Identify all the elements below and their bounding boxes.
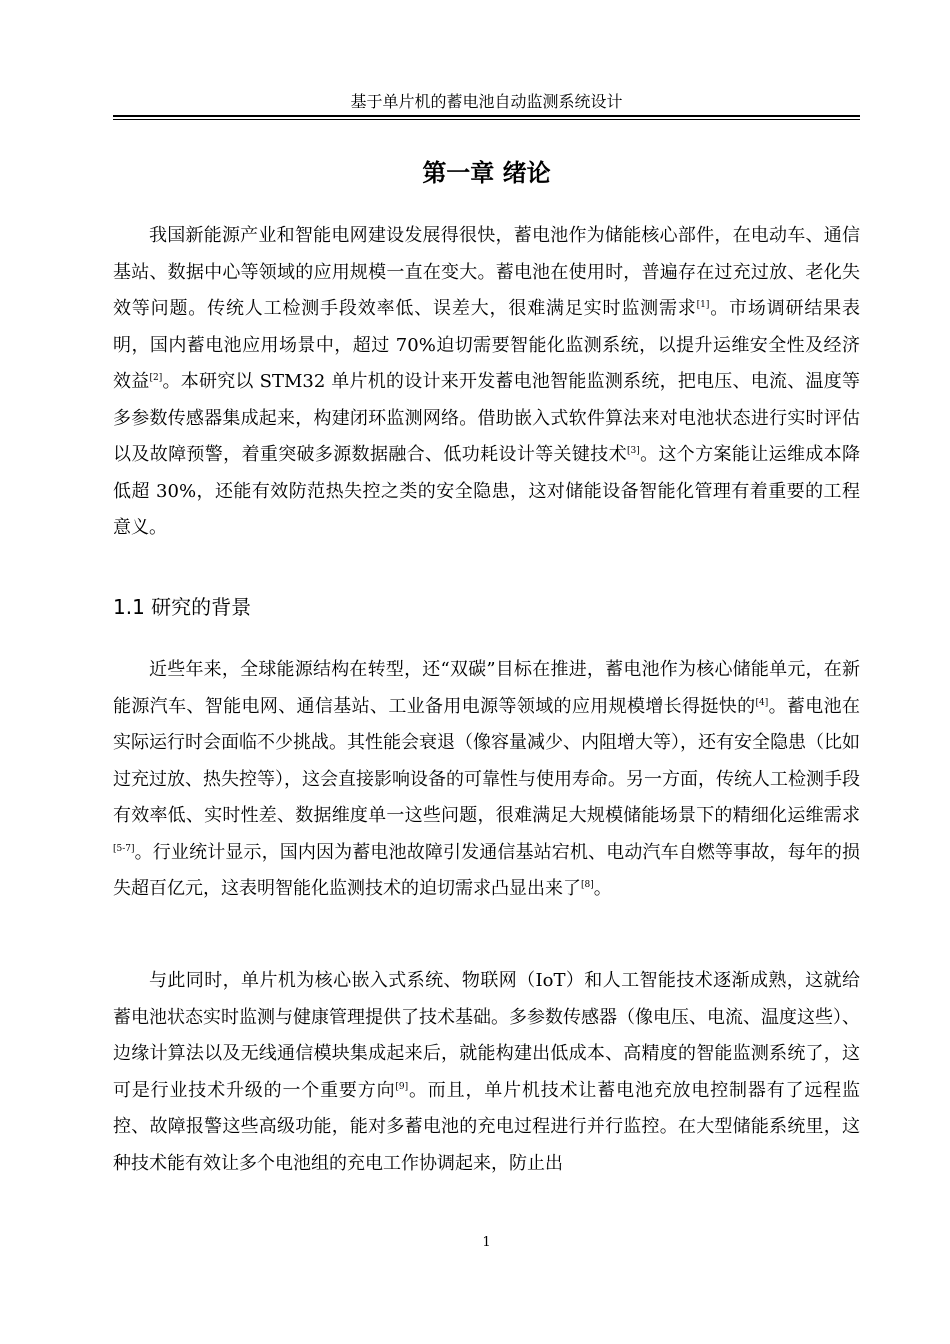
intro-text-d: 。这个方案能让运维成本降低超 30%，还能有效防范热失控之类的安全隐患，这对储能设备智能化管理有着重要的工程意义。 [113, 444, 861, 538]
background-text-e: 与此同时，单片机为核心嵌入式系统、物联网（IoT）和人工智能技术逐渐成熟，这就给蓄电池状态实时监测与健康管理提供了技术基础。多参数传感器（像电压、电流、温度这些）、边缘计算法以及无线通信模块集成起来后，就能构建出低成本、高精度的智能监测系统了，这可是行业技术升级的一个重要方向 [113, 970, 860, 1101]
intro-text-a: 我国新能源产业和智能电网建设发展得很快，蓄电池作为储能核心部件，在电动车、通信基站、数据中心等领域的应用规模一直在变大。蓄电池在使用时，普遍存在过充过放、老化失效等问题。传统人工检测手段效率低、误差大，很难满足实时监测需求 [113, 225, 860, 319]
intro-text-c: 。本研究以 STM32 单片机的设计来开发蓄电池智能监测系统，把电压、电流、温度等多参数传感器集成起来，构建闭环监测网络。借助嵌入式软件算法来对电池状态进行实时评估以及故障预警，着重突破多源数据融合、低功耗设计等关键技术 [113, 371, 860, 465]
citation-4: [4] [755, 697, 769, 708]
citation-8: [8] [581, 880, 594, 890]
citation-2: [2] [149, 373, 163, 383]
background-paragraph-1 [113, 652, 860, 908]
citation-3: [3] [626, 446, 640, 456]
intro-text-b: 。市场调研结果表明，国内蓄电池应用场景中，超过 70%迫切需要智能化监测系统，以提升运维安全性及经济效益 [113, 298, 861, 392]
header-rule-thick [113, 115, 860, 117]
background-text-a: 近些年来，全球能源结构在转型，还“双碳”目标在推进，蓄电池作为核心储能单元，在新能源汽车、智能电网、通信基站、工业备用电源等领域的应用规模增长得挺快的 [113, 659, 860, 717]
intro-paragraph [113, 218, 860, 547]
header-rule-thin [113, 119, 860, 120]
background-text-f: 。而且，单片机技术让蓄电池充放电控制器有了远程监控、故障报警这些高级功能，能对多蓄电池的充电过程进行并行监控。在大型储能系统里，这种技术能有效让多个电池组的充电工作协调起来，防止出 [113, 1079, 860, 1174]
running-header: 基于单片机的蓄电池自动监测系统设计 [350, 92, 623, 111]
citation-9: [9] [395, 1081, 409, 1092]
background-text-b: 。蓄电池在实际运行时会面临不少挑战。其性能会衰退（像容量减少、内阻增大等），还有安全隐患（比如过充过放、热失控等），这会直接影响设备的可靠性与使用寿命。另一方面，传统人工检测手段有效率低、实时性差、数据维度单一这些问题，很难满足大规模储能场景下的精细化运维需求 [113, 695, 860, 826]
chapter-title: 第一章 绪论 [422, 159, 551, 187]
section-heading-1-1: 1.1 研究的背景 [113, 595, 252, 619]
background-text-c: 。行业统计显示，国内因为蓄电池故障引发通信基站宕机、电动汽车自燃等事故，每年的损失超百亿元，这表明智能化监测技术的迫切需求凸显出来了 [113, 841, 860, 899]
background-paragraph-2 [113, 963, 860, 1182]
citation-1: [1] [696, 300, 710, 310]
background-text-d: 。 [593, 878, 612, 899]
page-number: 1 [482, 1235, 491, 1250]
citation-5-7: [5-7] [113, 843, 135, 854]
